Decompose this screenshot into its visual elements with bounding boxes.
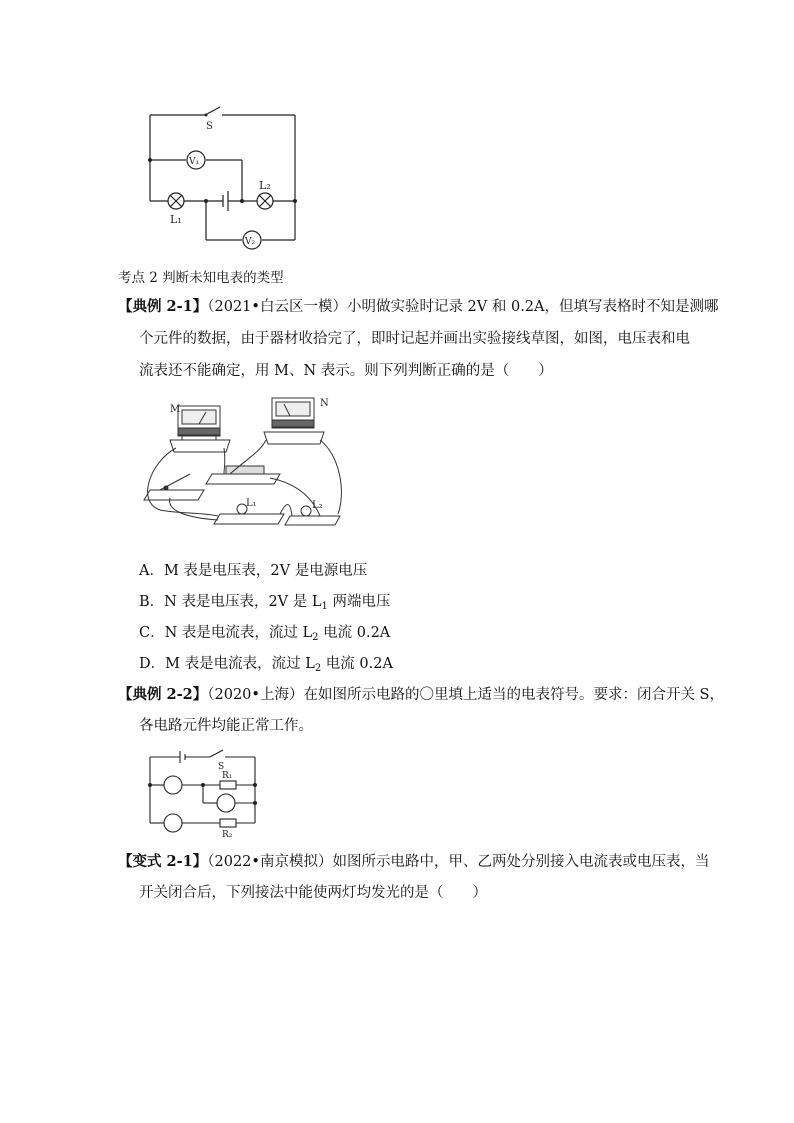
lamp-l2-label: L₂ [312, 500, 323, 511]
switch-s-label: S [218, 762, 225, 772]
switch-label: S [206, 121, 213, 132]
example-2-1-line-2: 个元件的数据，由于器材收拾完了，即时记起并画出实验接线草图，如图，电压表和电 [139, 331, 690, 347]
circuit-diagram-2 [140, 745, 270, 840]
option-a: A．M 表是电压表，2V 是电源电压 [139, 563, 368, 579]
l2-label: L₂ [259, 179, 271, 192]
meter-n-label: N [320, 398, 329, 409]
option-d: D．M 表是电流表，流过 $L_2$ 电流 0.2A [139, 656, 393, 674]
example-2-1-line-1: 【典例 2-1】（2021•白云区一模）小明做实验时记录 2V 和 0.2A，但填写表格时不知是测哪 [118, 298, 719, 315]
example-2-2-line-1: 【典例 2-2】（2020•上海）在如图所示电路的〇里填上适当的电表符号。要求：闭合开关 S， [118, 686, 724, 703]
variant-2-1-line-1: 【变式 2-1】（2022•南京模拟）如图所示电路中，甲、乙两处分别接入电流表或电压表，当 [118, 853, 710, 870]
v1-label: V₁ [189, 157, 200, 167]
example-2-2-line-2: 各电路元件均能正常工作。 [139, 718, 313, 734]
meter-m-label: M [170, 404, 181, 415]
r2-label: R₂ [222, 830, 233, 840]
r1-label: R₁ [222, 771, 233, 781]
example-tag: 【典例 2-1】 [118, 298, 208, 315]
l1-label: L₁ [170, 213, 182, 226]
variant-2-1-line-2: 开关闭合后，下列接法中能使两灯均发光的是（ ） [139, 885, 487, 901]
lamp-l1-label: L₁ [246, 498, 257, 509]
apparatus-sketch [140, 392, 360, 532]
circuit-diagram-1 [130, 95, 310, 255]
v2-label: V₂ [245, 237, 256, 247]
option-b: B．N 表是电压表，2V 是 $L_1$ 两端电压 [139, 594, 391, 612]
section-title: 考点 2 判断未知电表的类型 [118, 270, 284, 286]
example-2-1-line-3: 流表还不能确定，用 M、N 表示。则下列判断正确的是（ ） [139, 363, 553, 379]
option-c: C．N 表是电流表，流过 $L_2$ 电流 0.2A [139, 625, 391, 643]
